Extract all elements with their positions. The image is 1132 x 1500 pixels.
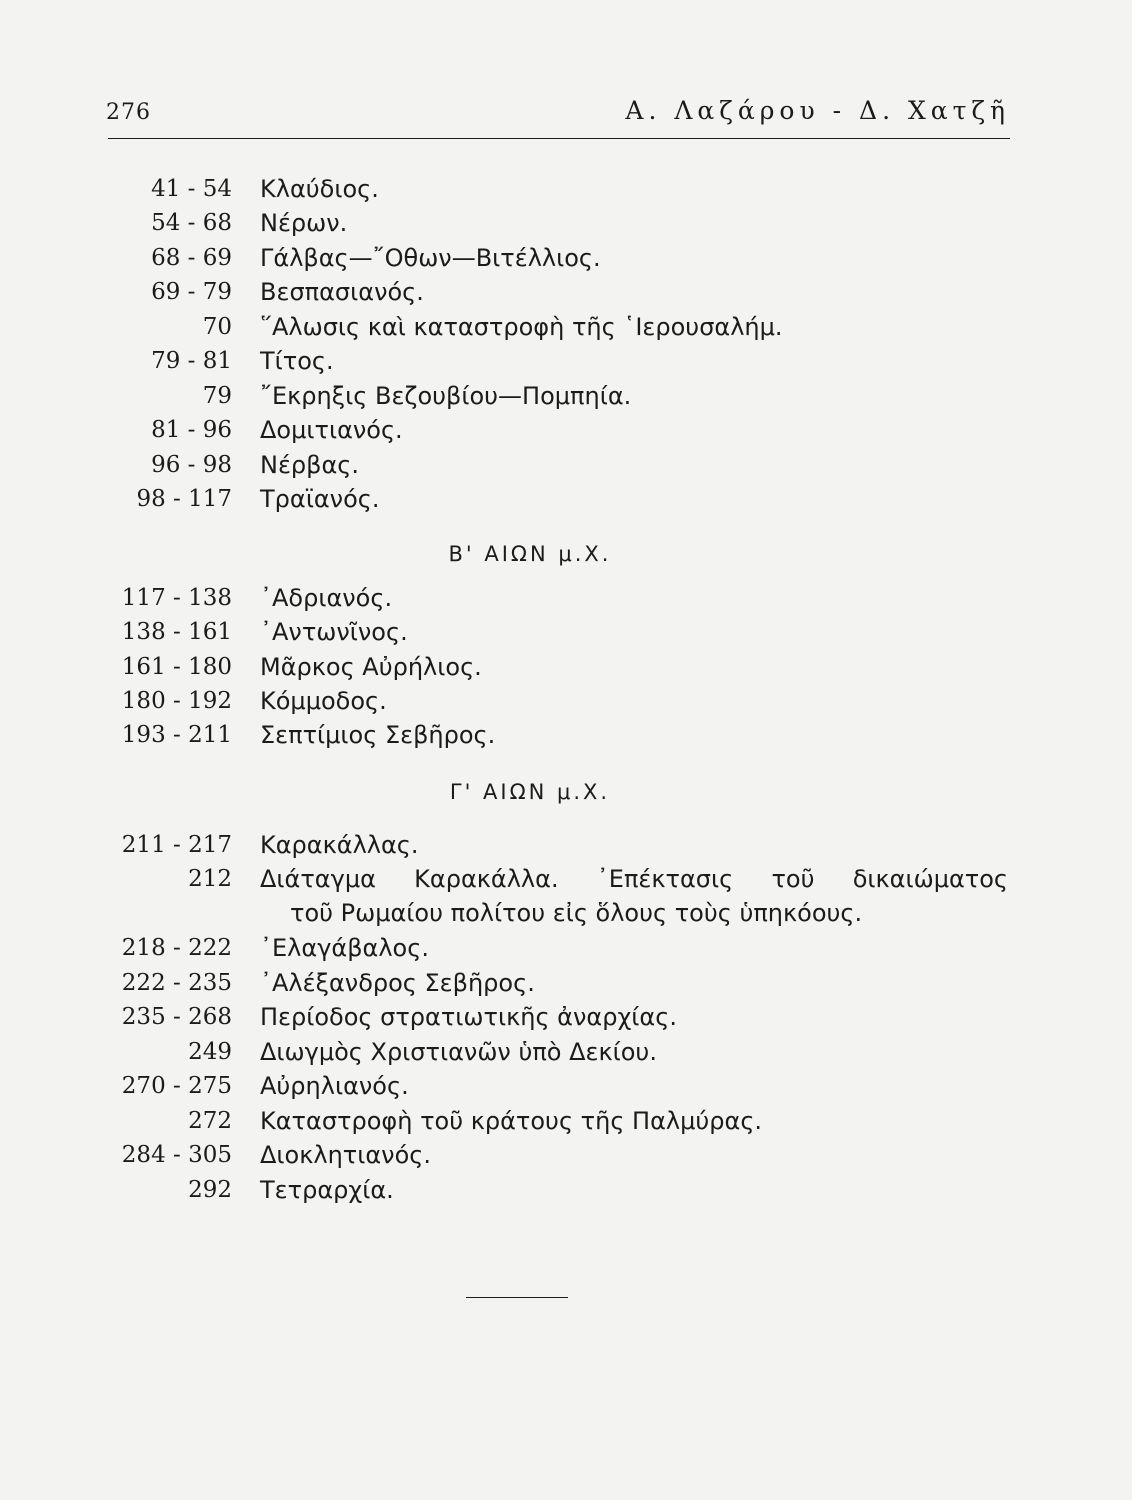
- entry-years: 212: [188, 866, 232, 892]
- entry-years: 222 - 235: [121, 970, 232, 996]
- entry-event: Καρακάλλας.: [260, 831, 419, 859]
- entry-event: Μᾶρκος Αὐρήλιος.: [260, 653, 482, 681]
- chronology-entry: [0, 206, 1132, 240]
- entry-years: 79 - 81: [151, 348, 232, 374]
- entry-years: 96 - 98: [151, 452, 232, 478]
- entry-years: 180 - 192: [121, 688, 232, 714]
- chronology-entry: [0, 241, 1132, 275]
- chronology-entry: [0, 615, 1132, 649]
- chronology-entry: [0, 448, 1132, 482]
- entry-event: Δομιτιανός.: [260, 416, 403, 444]
- entry-event: Σεπτίμιος Σεβῆρος.: [260, 721, 496, 749]
- entry-years: 117 - 138: [121, 585, 232, 611]
- entry-years: 235 - 268: [121, 1004, 232, 1030]
- chronology-entry: [0, 413, 1132, 447]
- entry-event: Τετραρχία.: [260, 1176, 394, 1204]
- chronology-entry: [0, 379, 1132, 413]
- chronology-entry: [0, 684, 1132, 718]
- entry-years: 98 - 117: [136, 486, 232, 512]
- chronology-entry: [0, 931, 1132, 965]
- header-rule: [108, 138, 1010, 139]
- entry-years: 138 - 161: [121, 619, 232, 645]
- entry-event-continuation: τοῦ Ρωμαίου πολίτου εἰς ὅλους τοὺς ὑπηκόους.: [290, 899, 863, 927]
- entry-event: ῞Αλωσις καὶ καταστροφὴ τῆς ῾Ιερουσαλήμ.: [260, 313, 783, 341]
- entry-years: 218 - 222: [121, 935, 232, 961]
- chronology-entry: [0, 581, 1132, 615]
- closing-rule: [466, 1297, 568, 1298]
- chronology-entry: [0, 1104, 1132, 1138]
- entry-years: 193 - 211: [121, 722, 232, 748]
- entry-event: Γάλβας—῎Οθων—Βιτέλλιος.: [260, 244, 601, 272]
- entry-years: 69 - 79: [151, 279, 232, 305]
- entry-event: ᾿Αδριανός.: [260, 584, 393, 612]
- entry-years: 68 - 69: [151, 245, 232, 271]
- page-number: 276: [106, 100, 151, 125]
- chronology-entry: [0, 310, 1132, 344]
- entry-years: 54 - 68: [151, 210, 232, 236]
- entry-event: Διοκλητιανός.: [260, 1141, 431, 1169]
- chronology-entry: [0, 1035, 1132, 1069]
- entry-event: Αὐρηλιανός.: [260, 1072, 409, 1100]
- entry-years: 79: [202, 383, 232, 409]
- entry-event: Διάταγμα Καρακάλλα. ᾿Επέκτασις τοῦ δικαιώματος: [260, 865, 1008, 893]
- entry-event: Κλαύδιος.: [260, 175, 379, 203]
- entry-years: 81 - 96: [151, 417, 232, 443]
- chronology-entry: [0, 275, 1132, 309]
- entry-event: ᾿Ελαγάβαλος.: [260, 934, 429, 962]
- entry-event: ᾿Αντωνῖνος.: [260, 618, 408, 646]
- chronology-entry: [0, 344, 1132, 378]
- entry-event: Περίοδος στρατιωτικῆς ἀναρχίας.: [260, 1003, 677, 1031]
- chronology-entry: [0, 828, 1132, 862]
- entry-years: 292: [188, 1177, 232, 1203]
- entry-event: Διωγμὸς Χριστιανῶν ὑπὸ Δεκίου.: [260, 1038, 657, 1066]
- chronology-entry: [0, 1173, 1132, 1207]
- entry-years: 70: [202, 314, 232, 340]
- entry-years: 249: [188, 1039, 232, 1065]
- entry-years: 272: [188, 1108, 232, 1134]
- entry-event: Καταστροφὴ τοῦ κράτους τῆς Παλμύρας.: [260, 1107, 763, 1135]
- entry-event: Βεσπασιανός.: [260, 278, 424, 306]
- entry-event: Τίτος.: [260, 347, 334, 375]
- entry-event: Νέρβας.: [260, 451, 360, 479]
- entry-event: Νέρων.: [260, 209, 348, 237]
- chronology-entry: [0, 1069, 1132, 1103]
- section-heading-b: Β' ΑΙΩΝ μ.Χ.: [448, 542, 612, 566]
- entry-event: ῎Εκρηξις Βεζουβίου—Πομπηία.: [260, 382, 632, 410]
- chronology-entry: [0, 1000, 1132, 1034]
- chronology-entry: [0, 718, 1132, 752]
- entry-years: 284 - 305: [121, 1142, 232, 1168]
- entry-years: 161 - 180: [121, 654, 232, 680]
- entry-years: 211 - 217: [121, 832, 232, 858]
- chronology-entry: [0, 172, 1132, 206]
- entry-event: Τραϊανός.: [260, 485, 380, 513]
- entry-event: Κόμμοδος.: [260, 687, 387, 715]
- chronology-entry: [0, 650, 1132, 684]
- chronology-entry: [0, 482, 1132, 516]
- entry-years: 41 - 54: [151, 176, 232, 202]
- chronology-entry: [0, 862, 1132, 896]
- section-heading-c: Γ' ΑΙΩΝ μ.Χ.: [449, 780, 611, 804]
- chronology-entry: [0, 1138, 1132, 1172]
- entry-event: ᾿Αλέξανδρος Σεβῆρος.: [260, 969, 535, 997]
- chronology-entry: [0, 966, 1132, 1000]
- entry-years: 270 - 275: [121, 1073, 232, 1099]
- running-header: Α. Λαζάρου - Δ. Χατζῆ: [625, 96, 1010, 125]
